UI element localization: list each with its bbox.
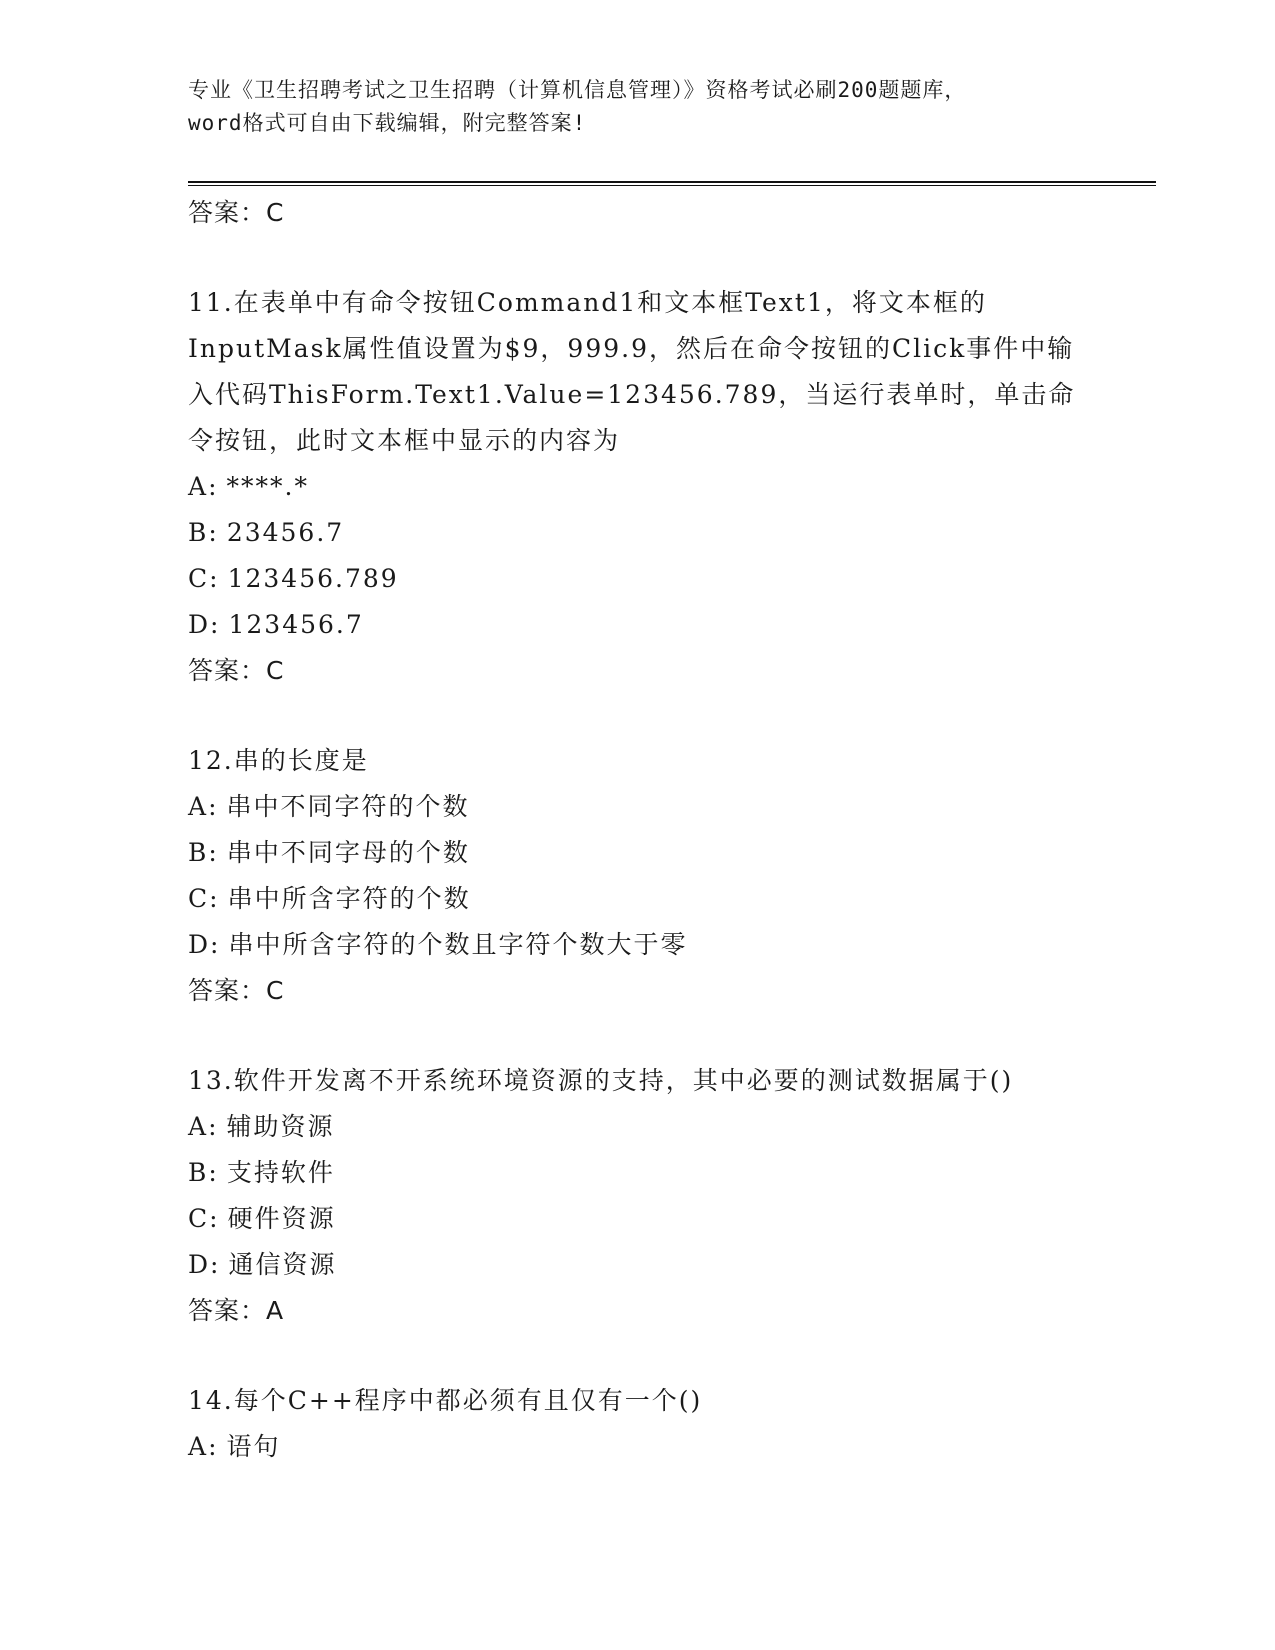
option-letter: A [188, 792, 209, 821]
question-text: 13.软件开发离不开系统环境资源的支持，其中必要的测试数据属于() [188, 1066, 1014, 1095]
option-separator: : [209, 884, 220, 913]
option-text: 硬件资源 [227, 1204, 336, 1233]
question-block-14 [188, 1378, 1088, 1470]
option-b [188, 1150, 1088, 1196]
option-b [188, 510, 1088, 556]
option-letter: C [188, 564, 210, 593]
option-c [188, 876, 1088, 922]
header-line-1: 专业《卫生招聘考试之卫生招聘（计算机信息管理）》资格考试必刷200题题库， [188, 78, 967, 102]
option-separator: : [210, 930, 221, 959]
header-line-2: word格式可自由下载编辑，附完整答案! [188, 111, 587, 135]
option-letter: C [188, 884, 210, 913]
option-separator: : [208, 472, 219, 501]
question-text: 12.串的长度是 [188, 746, 369, 775]
option-text: 串中所含字符的个数且字符个数大于零 [228, 930, 688, 959]
option-letter: A [188, 1432, 209, 1461]
option-letter: A [188, 1112, 209, 1141]
option-text: 语句 [226, 1432, 281, 1461]
option-a [188, 1104, 1088, 1150]
option-text: ****.* [226, 472, 309, 501]
option-text: 串中不同字符的个数 [226, 792, 470, 821]
option-separator: : [210, 610, 221, 639]
option-separator: : [208, 518, 219, 547]
question-block-13 [188, 1058, 1088, 1334]
option-letter: D [188, 1250, 211, 1279]
answer-line: 答案：C [188, 976, 285, 1005]
option-letter: B [188, 838, 209, 867]
option-letter: D [188, 930, 211, 959]
option-c [188, 556, 1088, 602]
option-letter: B [188, 518, 209, 547]
option-separator: : [208, 1432, 219, 1461]
question-text: 14.每个C++程序中都必须有且仅有一个() [188, 1386, 703, 1415]
option-text: 串中所含字符的个数 [227, 884, 471, 913]
option-text: 123456.789 [227, 564, 399, 593]
option-text: 串中不同字母的个数 [226, 838, 470, 867]
answer-line: 答案：C [188, 198, 285, 227]
question-content [188, 190, 1088, 1470]
option-letter: C [188, 1204, 210, 1233]
option-letter: D [188, 610, 211, 639]
option-a [188, 784, 1088, 830]
option-separator: : [208, 792, 219, 821]
option-separator: : [208, 1158, 219, 1187]
option-d [188, 922, 1088, 968]
option-separator: : [210, 1250, 221, 1279]
option-text: 支持软件 [226, 1158, 335, 1187]
option-separator: : [208, 838, 219, 867]
question-text: 11.在表单中有命令按钮Command1和文本框Text1，将文本框的InputMask属性值设置为$9，999.9，然后在命令按钮的Click事件中输入代码ThisForm.Text1.Value=123456.789，当运行表单时，单击命令按钮，此时文本框中显示的内容为 [188, 288, 1076, 455]
option-separator: : [209, 1204, 220, 1233]
option-letter: A [188, 472, 209, 501]
option-separator: : [209, 564, 220, 593]
option-a [188, 464, 1088, 510]
option-d [188, 602, 1088, 648]
answer-line: 答案：C [188, 656, 285, 685]
option-separator: : [208, 1112, 219, 1141]
option-text: 辅助资源 [226, 1112, 335, 1141]
option-c [188, 1196, 1088, 1242]
document-header [188, 74, 1088, 140]
question-block-11 [188, 280, 1088, 694]
answer-line: 答案：A [188, 1296, 285, 1325]
option-letter: B [188, 1158, 209, 1187]
option-text: 23456.7 [226, 518, 345, 547]
option-b [188, 830, 1088, 876]
option-a [188, 1424, 1088, 1470]
option-text: 通信资源 [228, 1250, 337, 1279]
option-d [188, 1242, 1088, 1288]
header-divider [188, 181, 1156, 186]
question-block-12 [188, 738, 1088, 1014]
option-text: 123456.7 [228, 610, 364, 639]
